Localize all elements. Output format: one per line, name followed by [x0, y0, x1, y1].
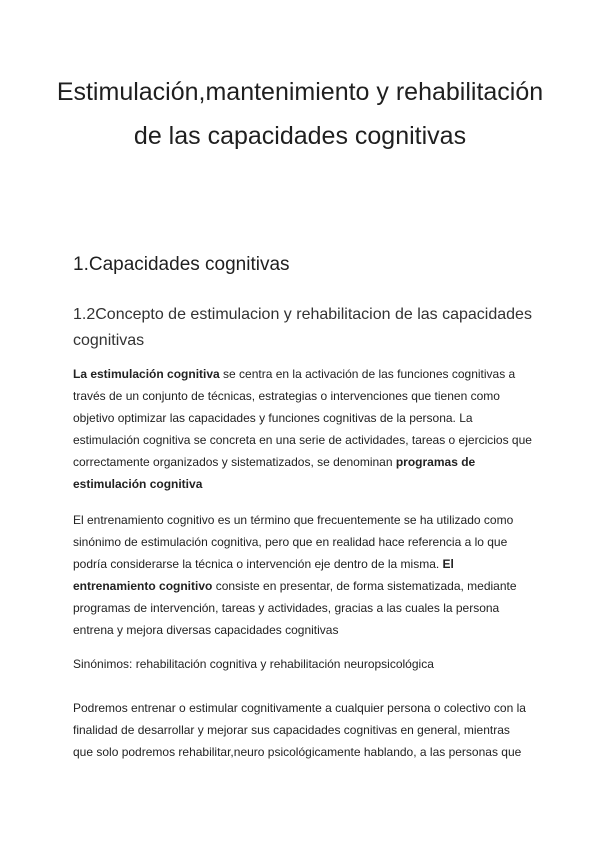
document-title: Estimulación,mantenimiento y rehabilitación de las capacidades cognitivas	[56, 78, 544, 150]
bold-term: programas de estimulación cognitiva	[73, 455, 476, 491]
subsection-heading: 1.2Concepto de estimulacion y rehabilitacion de las capacidades cognitivas	[73, 306, 532, 349]
bold-term: El entrenamiento cognitivo	[73, 557, 454, 593]
paragraph-entrenamiento	[73, 509, 533, 641]
paragraph-text: El entrenamiento cognitivo es un término que frecuentemente se ha utilizado como sinónimo de estimulación cognitiva, pero que en realidad hace referencia a lo que podría considerarse la técnica o intervención eje dentro de la misma.	[73, 513, 514, 571]
paragraph-estimulacion	[73, 363, 533, 495]
section-heading: 1.Capacidades cognitivas	[73, 254, 290, 275]
paragraph-rehabilitacion: Podremos entrenar o estimular cognitivamente a cualquier persona o colectivo con la finalidad de desarrollar y mejorar sus capacidades cognitivas en general, mientras que solo podremos rehabilitar,neuro psicológicamente hablando, a las personas que	[73, 701, 526, 759]
bold-term: La estimulación cognitiva	[73, 367, 220, 381]
paragraph-text: consiste en presentar, de forma sistematizada, mediante programas de intervención, tareas y actividades, gracias a las cuales la persona entrena y mejora diversas capacidades cognitivas	[73, 579, 517, 637]
paragraph-sinonimos: Sinónimos: rehabilitación cognitiva y rehabilitación neuropsicológica	[73, 657, 434, 671]
paragraph-text: se centra en la activación de las funciones cognitivas a través de un conjunto de técnicas, estrategias o intervenciones que tienen como objetivo optimizar las capacidades y funciones cognitivas de la persona. La estimulación cognitiva se concreta en una serie de actividades, tareas o ejercicios que correctamente organizados y sistematizados, se denominan	[73, 367, 532, 469]
